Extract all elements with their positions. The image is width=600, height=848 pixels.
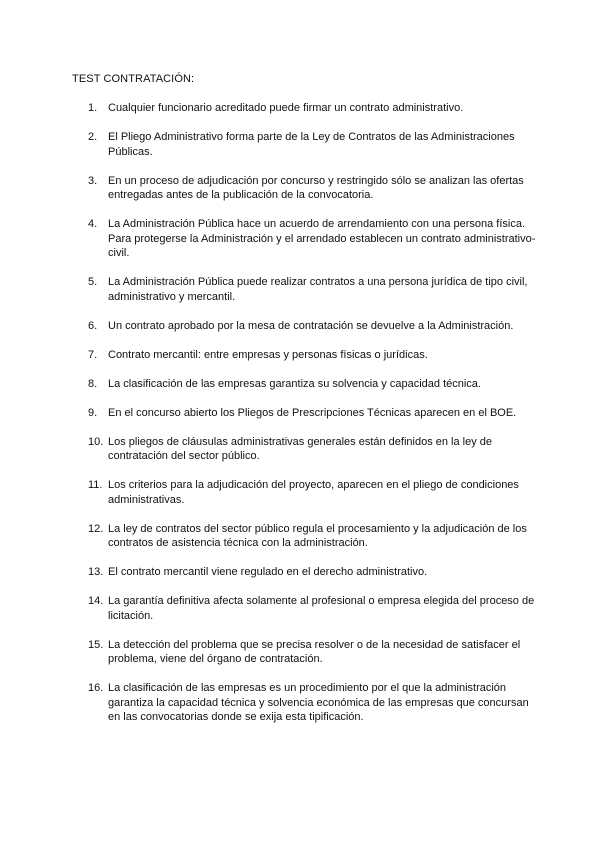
question-number: 5. (88, 276, 98, 288)
question-text: En el concurso abierto los Pliegos de Prescripciones Técnicas aparecen en el BOE. (108, 406, 517, 419)
question-number: 4. (88, 218, 98, 230)
question-item (88, 275, 536, 304)
question-text: La ley de contratos del sector público regula el procesamiento y la adjudicación de los contratos de asistencia técnica con la administración. (108, 522, 527, 549)
question-text: La clasificación de las empresas garantiza su solvencia y capacidad técnica. (108, 377, 481, 390)
question-text: La detección del problema que se precisa resolver o de la necesidad de satisfacer el problema, viene del órgano de contratación. (108, 638, 521, 665)
question-number: 13. (88, 566, 104, 578)
question-number: 9. (88, 406, 98, 419)
question-number: 6. (88, 319, 98, 332)
question-number: 15. (88, 638, 104, 651)
question-text: En un proceso de adjudicación por concurso y restringido sólo se analizan las ofertas entregadas antes de la publicación de la convocatoria. (108, 174, 524, 201)
question-item (88, 681, 536, 725)
question-text: La Administración Pública hace un acuerdo de arrendamiento con una persona física. Para protegerse la Administración y el arrendado establecen un contrato administrativo-civil. (108, 218, 536, 259)
question-number: 7. (88, 348, 98, 361)
question-text: La garantía definitiva afecta solamente al profesional o empresa elegida del proceso de licitación. (108, 595, 535, 622)
question-number: 1. (88, 102, 98, 114)
question-number: 16. (88, 682, 104, 694)
question-item (88, 130, 536, 159)
question-list (88, 101, 536, 739)
question-item (88, 174, 536, 203)
question-text: Los criterios para la adjudicación del proyecto, aparecen en el pliego de condiciones administrativas. (108, 479, 519, 506)
question-number: 14. (88, 595, 104, 607)
question-item (88, 565, 536, 580)
question-item (88, 478, 536, 507)
question-item (88, 319, 536, 334)
question-number: 10. (88, 435, 104, 448)
question-text: El contrato mercantil viene regulado en el derecho administrativo. (108, 566, 428, 578)
question-text: Contrato mercantil: entre empresas y personas físicas o jurídicas. (108, 348, 428, 361)
question-item (88, 435, 536, 464)
question-item (88, 217, 536, 261)
question-item (88, 594, 536, 623)
question-item (88, 638, 536, 667)
question-item (88, 101, 536, 116)
question-number: 11. (88, 479, 103, 491)
question-text: El Pliego Administrativo forma parte de la Ley de Contratos de las Administraciones Públicas. (108, 131, 515, 158)
document-title: TEST CONTRATACIÓN: (72, 73, 195, 85)
question-text: Cualquier funcionario acreditado puede firmar un contrato administrativo. (108, 102, 464, 114)
question-number: 8. (88, 377, 98, 390)
question-text: La Administración Pública puede realizar contratos a una persona jurídica de tipo civil, administrativo y mercantil. (108, 276, 528, 303)
question-item (88, 348, 536, 363)
question-number: 2. (88, 131, 98, 143)
question-item (88, 406, 536, 421)
question-text: La clasificación de las empresas es un procedimiento por el que la administración garantiza la capacidad técnica y solvencia económica de las empresas que concursan en las convocatorias donde se exija esta tipificación. (108, 682, 529, 723)
question-number: 3. (88, 174, 98, 187)
question-item (88, 377, 536, 392)
question-text: Los pliegos de cláusulas administrativas generales están definidos en la ley de contratación del sector público. (108, 435, 493, 462)
question-text: Un contrato aprobado por la mesa de contratación se devuelve a la Administración. (108, 319, 514, 332)
question-number: 12. (88, 522, 104, 535)
question-item (88, 522, 536, 551)
